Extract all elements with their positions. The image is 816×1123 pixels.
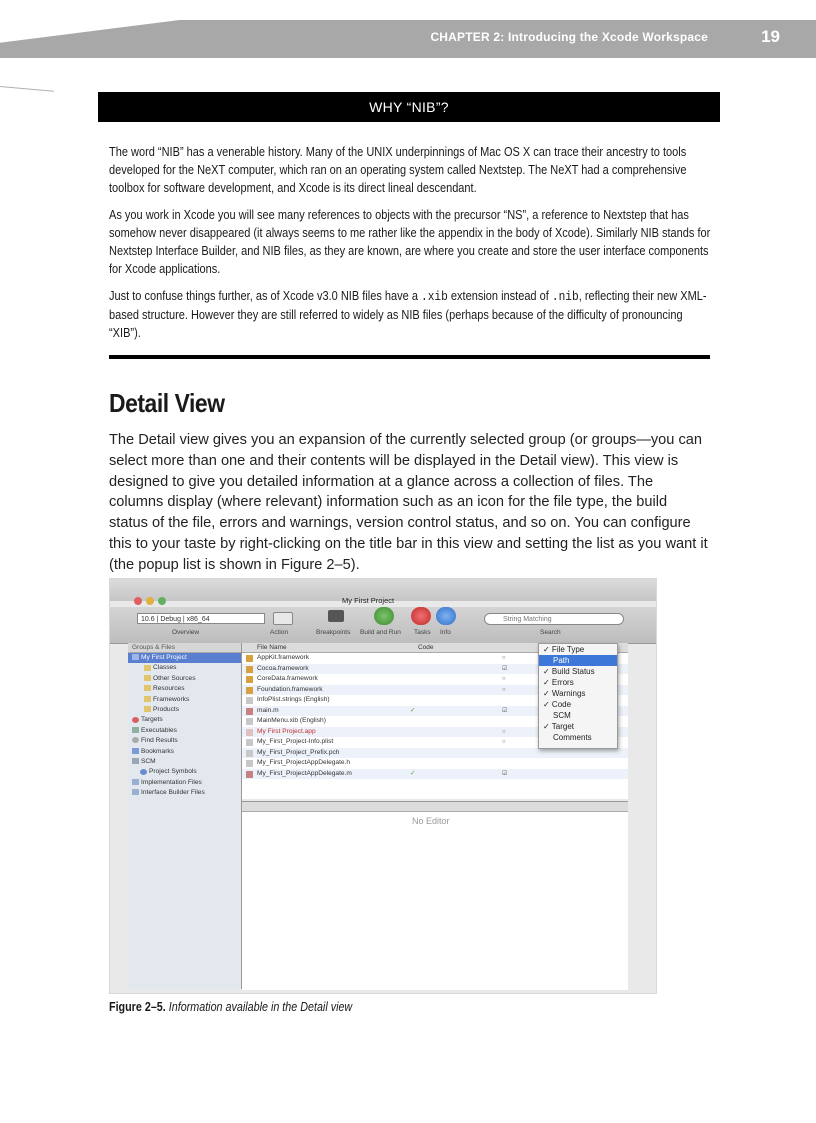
framework-icon xyxy=(246,655,253,662)
status-icon: ☑ xyxy=(502,707,508,714)
scm-icon xyxy=(132,758,139,764)
status-icon: ○ xyxy=(502,728,506,735)
tree-item[interactable] xyxy=(128,674,241,684)
tree-label: Find Results xyxy=(141,737,178,745)
tree-label: Frameworks xyxy=(153,695,190,703)
tree-item-project[interactable] xyxy=(128,653,241,663)
menu-item-build-status[interactable]: ✓ Build Status xyxy=(543,667,595,676)
file-name: My First Project.app xyxy=(257,727,316,735)
check-icon: ✓ xyxy=(410,769,416,777)
code-xib: .xib xyxy=(420,289,448,304)
folder-icon xyxy=(144,685,151,691)
menu-item-path[interactable]: Path xyxy=(539,655,617,666)
info-label: Info xyxy=(440,629,451,636)
tree-label: Project Symbols xyxy=(149,768,197,776)
search-icon xyxy=(132,737,139,743)
build-and-run-icon[interactable] xyxy=(374,607,394,625)
tree-label: Products xyxy=(153,705,180,713)
status-icon: ○ xyxy=(502,655,506,661)
tasks-label: Tasks xyxy=(414,629,431,636)
search-label: Search xyxy=(540,629,561,636)
m-file-icon xyxy=(246,708,253,715)
section-body: The Detail view gives you an expansion of the currently selected group (or groups—you can select more than one and their contents will be displayed in the Detail view). This view is designed to give you detailed information at a glance across a collection of files. The columns display (where relevant) information such as an icon for the file type, the build status of the file, errors and warnings, version control status, and so on. You can configure this to your taste by right-clicking on the title bar in this view and setting the list as you want it (the popup list is shown in Figure 2–5). xyxy=(109,432,708,573)
status-icon: ☑ xyxy=(502,770,508,777)
running-header: CHAPTER 2: Introducing the Xcode Workspace xyxy=(430,30,708,44)
tree-label: SCM xyxy=(141,757,156,765)
text-run: , reflecting their new XML-based structure. However they are still referred to widely as NIB files (perhaps because of the difficulty of pronouncing “XIB”). xyxy=(109,288,707,340)
close-icon[interactable] xyxy=(134,597,142,605)
text-run: Just to confuse things further, as of Xcode v3.0 NIB files have a xyxy=(109,288,421,303)
column-popup-menu xyxy=(538,643,618,749)
file-row[interactable] xyxy=(242,758,628,769)
overview-label: Overview xyxy=(172,629,200,636)
folder-icon xyxy=(144,675,151,681)
framework-icon xyxy=(246,687,253,694)
status-icon: ○ xyxy=(502,686,506,693)
tree-label: My First Project xyxy=(141,654,187,661)
tree-item[interactable] xyxy=(128,778,241,788)
bookmark-icon xyxy=(132,748,139,754)
project-icon xyxy=(132,654,139,660)
tree-item[interactable] xyxy=(128,695,241,705)
framework-icon xyxy=(246,666,253,673)
tree-item[interactable] xyxy=(128,726,241,736)
xib-file-icon xyxy=(246,718,253,725)
menu-item-comments[interactable]: Comments xyxy=(553,733,592,742)
tree-label: Classes xyxy=(153,664,177,672)
tree-label: Resources xyxy=(153,685,185,693)
tree-label: Other Sources xyxy=(153,674,196,682)
file-row[interactable] xyxy=(242,748,628,759)
search-field[interactable]: String Matching xyxy=(484,613,624,625)
editor-pane[interactable] xyxy=(242,801,628,990)
sidebar-title: WHY “NIB”? xyxy=(98,92,720,122)
tree-item[interactable] xyxy=(128,736,241,746)
figure-caption-text: Information available in the Detail view xyxy=(168,1000,353,1014)
tree-item[interactable] xyxy=(128,663,241,673)
header-rule xyxy=(0,86,54,92)
tree-item[interactable] xyxy=(128,757,241,767)
tree-label: Bookmarks xyxy=(141,747,174,755)
tasks-stop-icon[interactable] xyxy=(411,607,431,625)
folder-icon xyxy=(144,706,151,712)
minimize-icon[interactable] xyxy=(146,597,154,605)
no-editor-label: No Editor xyxy=(412,816,450,826)
h-file-icon xyxy=(246,760,253,767)
target-icon xyxy=(132,717,139,723)
pch-file-icon xyxy=(246,750,253,757)
menu-item-warnings[interactable]: ✓ Warnings xyxy=(543,689,586,698)
text-run: extension instead of xyxy=(447,288,552,303)
tree-item[interactable] xyxy=(128,767,241,777)
window-title: My First Project xyxy=(342,596,395,605)
file-name: AppKit.framework xyxy=(257,654,310,661)
file-name: My_First_ProjectAppDelegate.h xyxy=(257,759,351,766)
menu-item-code[interactable]: ✓ Code xyxy=(543,700,572,709)
menu-item-target[interactable]: ✓ Target xyxy=(543,722,575,731)
check-icon: ✓ xyxy=(410,706,416,714)
editor-nav-bar xyxy=(242,802,628,812)
action-label: Action xyxy=(270,629,289,636)
col-code[interactable]: Code xyxy=(418,644,434,651)
figure-label: Figure 2–5. xyxy=(109,1000,166,1014)
file-icon xyxy=(246,697,253,704)
menu-item-errors[interactable]: ✓ Errors xyxy=(543,678,574,687)
xcode-screenshot-figure xyxy=(109,578,657,994)
col-file-name[interactable]: File Name xyxy=(257,644,287,651)
file-name: MainMenu.xib (English) xyxy=(257,717,326,724)
file-name: Cocoa.framework xyxy=(257,664,309,672)
file-name: My_First_Project_Prefix.pch xyxy=(257,748,340,756)
tree-label: Targets xyxy=(141,716,163,724)
breakpoints-label: Breakpoints xyxy=(316,629,351,636)
action-gear-icon[interactable] xyxy=(273,612,293,625)
tree-item[interactable] xyxy=(128,715,241,725)
sidebar-body xyxy=(109,143,711,351)
sidebar-paragraph: The word “NIB” has a venerable history. Many of the UNIX underpinnings of Mac OS X can trace their ancestry to tools developed for the NeXT computer, which ran on an operating system called Nextstep. The NeXT had a comprehensive toolbox for software development, and Xcode is its direct lineal descendant. xyxy=(109,144,687,195)
tree-item[interactable] xyxy=(128,684,241,694)
info-icon[interactable] xyxy=(436,607,456,625)
file-row[interactable] xyxy=(242,769,628,780)
menu-item-file-type[interactable]: ✓ File Type xyxy=(543,645,585,654)
file-name: My_First_ProjectAppDelegate.m xyxy=(257,769,352,777)
plist-file-icon xyxy=(246,739,253,746)
status-icon: ○ xyxy=(502,739,506,745)
tree-label: Executables xyxy=(141,726,177,734)
breakpoints-icon[interactable] xyxy=(328,610,344,622)
code-nib: .nib xyxy=(551,289,579,304)
tree-item[interactable] xyxy=(128,788,241,798)
sidebar-paragraph: As you work in Xcode you will see many references to objects with the precursor “NS”, a reference to Nextstep that has somehow never disappeared (it always seems to me rather like the appendix in the body of Xcode). Similarly NIB stands for Nextstep Interface Builder, and NIB files, as they are known, are where you create and store the user interface components for Xcode applications. xyxy=(109,207,711,276)
overview-combo[interactable]: 10.6 | Debug | x86_64 xyxy=(137,613,265,624)
tree-item[interactable] xyxy=(128,705,241,715)
file-name: CoreData.framework xyxy=(257,675,318,682)
framework-icon xyxy=(246,676,253,683)
status-icon: ☑ xyxy=(502,665,508,672)
smart-group-icon xyxy=(132,789,139,795)
folder-icon xyxy=(144,665,151,671)
menu-item-scm[interactable]: SCM xyxy=(553,711,571,720)
groups-and-files-pane xyxy=(128,643,242,989)
figure-caption xyxy=(109,1000,352,1014)
tree-label: Implementation Files xyxy=(141,778,202,786)
section-heading: Detail View xyxy=(109,388,225,418)
executables-icon xyxy=(132,727,139,733)
app-icon xyxy=(246,729,253,736)
symbols-icon xyxy=(140,769,147,775)
tree-label: Interface Builder Files xyxy=(141,789,205,797)
zoom-icon[interactable] xyxy=(158,597,166,605)
file-name: main.m xyxy=(257,706,279,714)
build-and-run-label: Build and Run xyxy=(360,629,401,636)
file-name: Foundation.framework xyxy=(257,685,323,693)
sidebar-paragraph xyxy=(109,287,711,342)
smart-group-icon xyxy=(132,779,139,785)
tree-item[interactable] xyxy=(128,747,241,757)
file-name: InfoPlist.strings (English) xyxy=(257,696,330,703)
sidebar-bottom-rule xyxy=(109,355,710,359)
groups-header: Groups & Files xyxy=(128,643,241,653)
folder-icon xyxy=(144,696,151,702)
m-file-icon xyxy=(246,771,253,778)
file-name: My_First_Project-Info.plist xyxy=(257,738,334,745)
page-number: 19 xyxy=(761,27,780,46)
status-icon: ○ xyxy=(502,676,506,682)
